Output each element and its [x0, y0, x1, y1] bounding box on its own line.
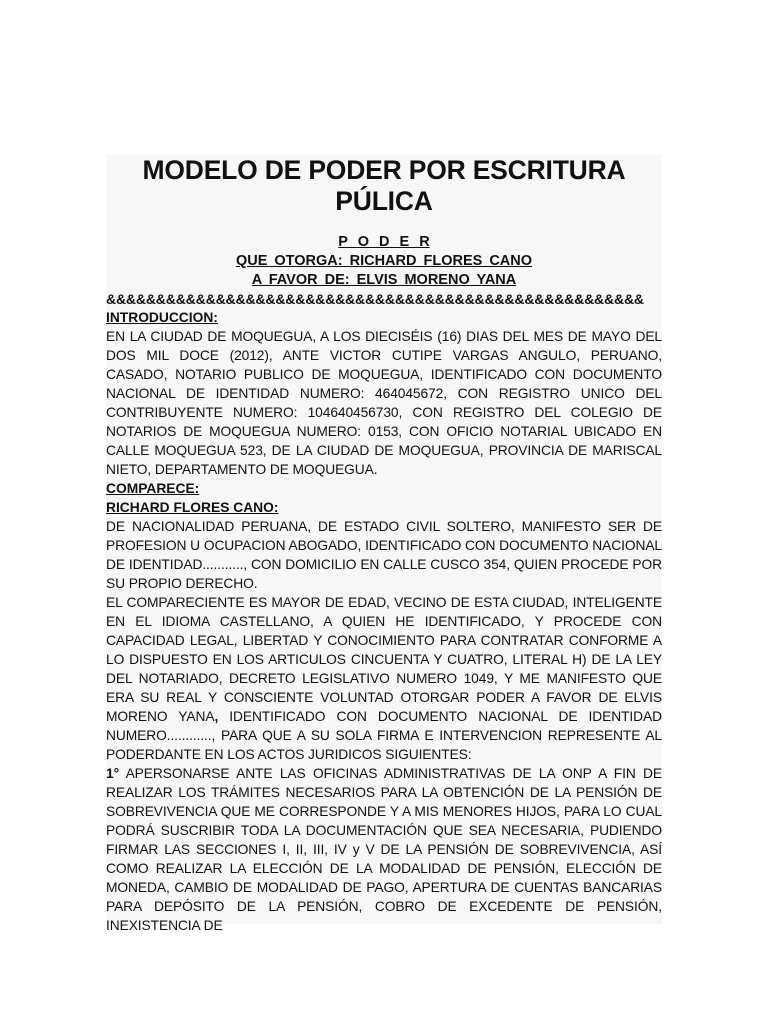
otorga-heading: QUE OTORGA: RICHARD FLORES CANO — [235, 253, 533, 269]
document-page — [106, 155, 662, 933]
compareciente-paragraph — [106, 593, 662, 764]
compareciente-text-b: IDENTIFICADO CON DOCUMENTO NACIONAL DE IDENTIDAD NUMERO............, PARA QUE A SU SOLA FIRMA E INTERVENCION REPRESENTE AL PODERDANTE EN LOS ACTOS JURIDICOS SIGUIENTES: — [106, 709, 662, 762]
item-1-text: APERSONARSE ANTE LAS OFICINAS ADMINISTRATIVAS DE LA ONP A FIN DE REALIZAR LOS TRÁMITES NECESARIOS PARA LA OBTENCIÓN DE LA PENSIÓN DE SOBREVIVENCIA QUE ME CORRESPONDE Y A MIS MENORES HIJOS, PARA LO CUAL PODRÁ SUSCRIBIR TODA LA DOCUMENTACIÓN QUE SEA NECESARIA, PUDIENDO FIRMAR LAS SECCIONES I, II, III, IV y V DE LA PENSIÓN DE SOBREVIVENCIA, ASÍ COMO REALIZAR LA ELECCIÓN DE LA MODALIDAD DE PENSIÓN, ELECCIÓN DE MONEDA, CAMBIO DE MODALIDAD DE PAGO, APERTURA DE CUENTAS BANCARIAS PARA DEPÓSITO DE LA PENSIÓN, COBRO DE EXCEDENTE DE PENSIÓN, INEXISTENCIA DE — [106, 766, 662, 933]
separator-line: &&&&&&&&&&&&&&&&&&&&&&&&&&&&&&&&&&&&&&&&&&&&&&&&&&&&&& — [106, 291, 644, 307]
item-1-paragraph — [106, 764, 662, 935]
intro-heading: INTRODUCCION: — [106, 310, 218, 325]
person-heading: RICHARD FLORES CANO: — [106, 500, 279, 515]
item-1-number: 1° — [106, 766, 119, 781]
favor-heading: A FAVOR DE: ELVIS MORENO YANA — [251, 272, 517, 288]
compareciente-comma: , — [214, 709, 219, 724]
intro-paragraph: EN LA CIUDAD DE MOQUEGUA, A LOS DIECISÉIS (16) DIAS DEL MES DE MAYO DEL DOS MIL DOCE (2012), ANTE VICTOR CUTIPE VARGAS ANGULO, PERUANO, CASADO, NOTARIO PUBLICO DE MOQUEGUA, IDENTIFICADO CON DOCUMENTO NACIONAL DE IDENTIDAD NUMERO: 464045672, CON REGISTRO UNICO DEL CONTRIBUYENTE NUMERO: 104640456730, CON REGISTRO DEL COLEGIO DE NOTARIOS DE MOQUEGUA NUMERO: 0153, CON OFICIO NOTARIAL UBICADO EN CALLE MOQUEGUA 523, DE LA CIUDAD DE MOQUEGUA, PROVINCIA DE MARISCAL NIETO, DEPARTAMENTO DE MOQUEGUA. — [106, 329, 662, 477]
document-header-block — [106, 233, 662, 290]
person-paragraph: DE NACIONALIDAD PERUANA, DE ESTADO CIVIL SOLTERO, MANIFESTO SER DE PROFESION U OCUPACION ABOGADO, IDENTIFICADO CON DOCUMENTO NACIONAL DE IDENTIDAD..........., CON DOMICILIO EN CALLE CUSCO 354, QUIEN PROCEDE POR SU PROPIO DERECHO. — [106, 519, 662, 591]
comparece-heading: COMPARECE: — [106, 481, 200, 496]
compareciente-text-a: EL COMPARECIENTE ES MAYOR DE EDAD, VECINO DE ESTA CIUDAD, INTELIGENTE EN EL IDIOMA CASTELLANO, A QUIEN HE IDENTIFICADO, Y PROCEDE CON CAPACIDAD LEGAL, LIBERTAD Y CONOCIMIENTO PARA CONTRATAR CONFORME A LO DISPUESTO EN LOS ARTICULOS CINCUENTA Y CUATRO, LITERAL H) DE LA LEY DEL NOTARIADO, DECRETO LEGISLATIVO NUMERO 1049, Y ME MANIFESTO QUE ERA SU REAL Y CONSCIENTE VOLUNTAD OTORGAR PODER A FAVOR DE ELVIS MORENO YANA — [106, 595, 662, 724]
poder-heading: P O D E R — [338, 234, 430, 250]
document-title: MODELO DE PODER POR ESCRITURA PÚLICA — [142, 155, 626, 216]
